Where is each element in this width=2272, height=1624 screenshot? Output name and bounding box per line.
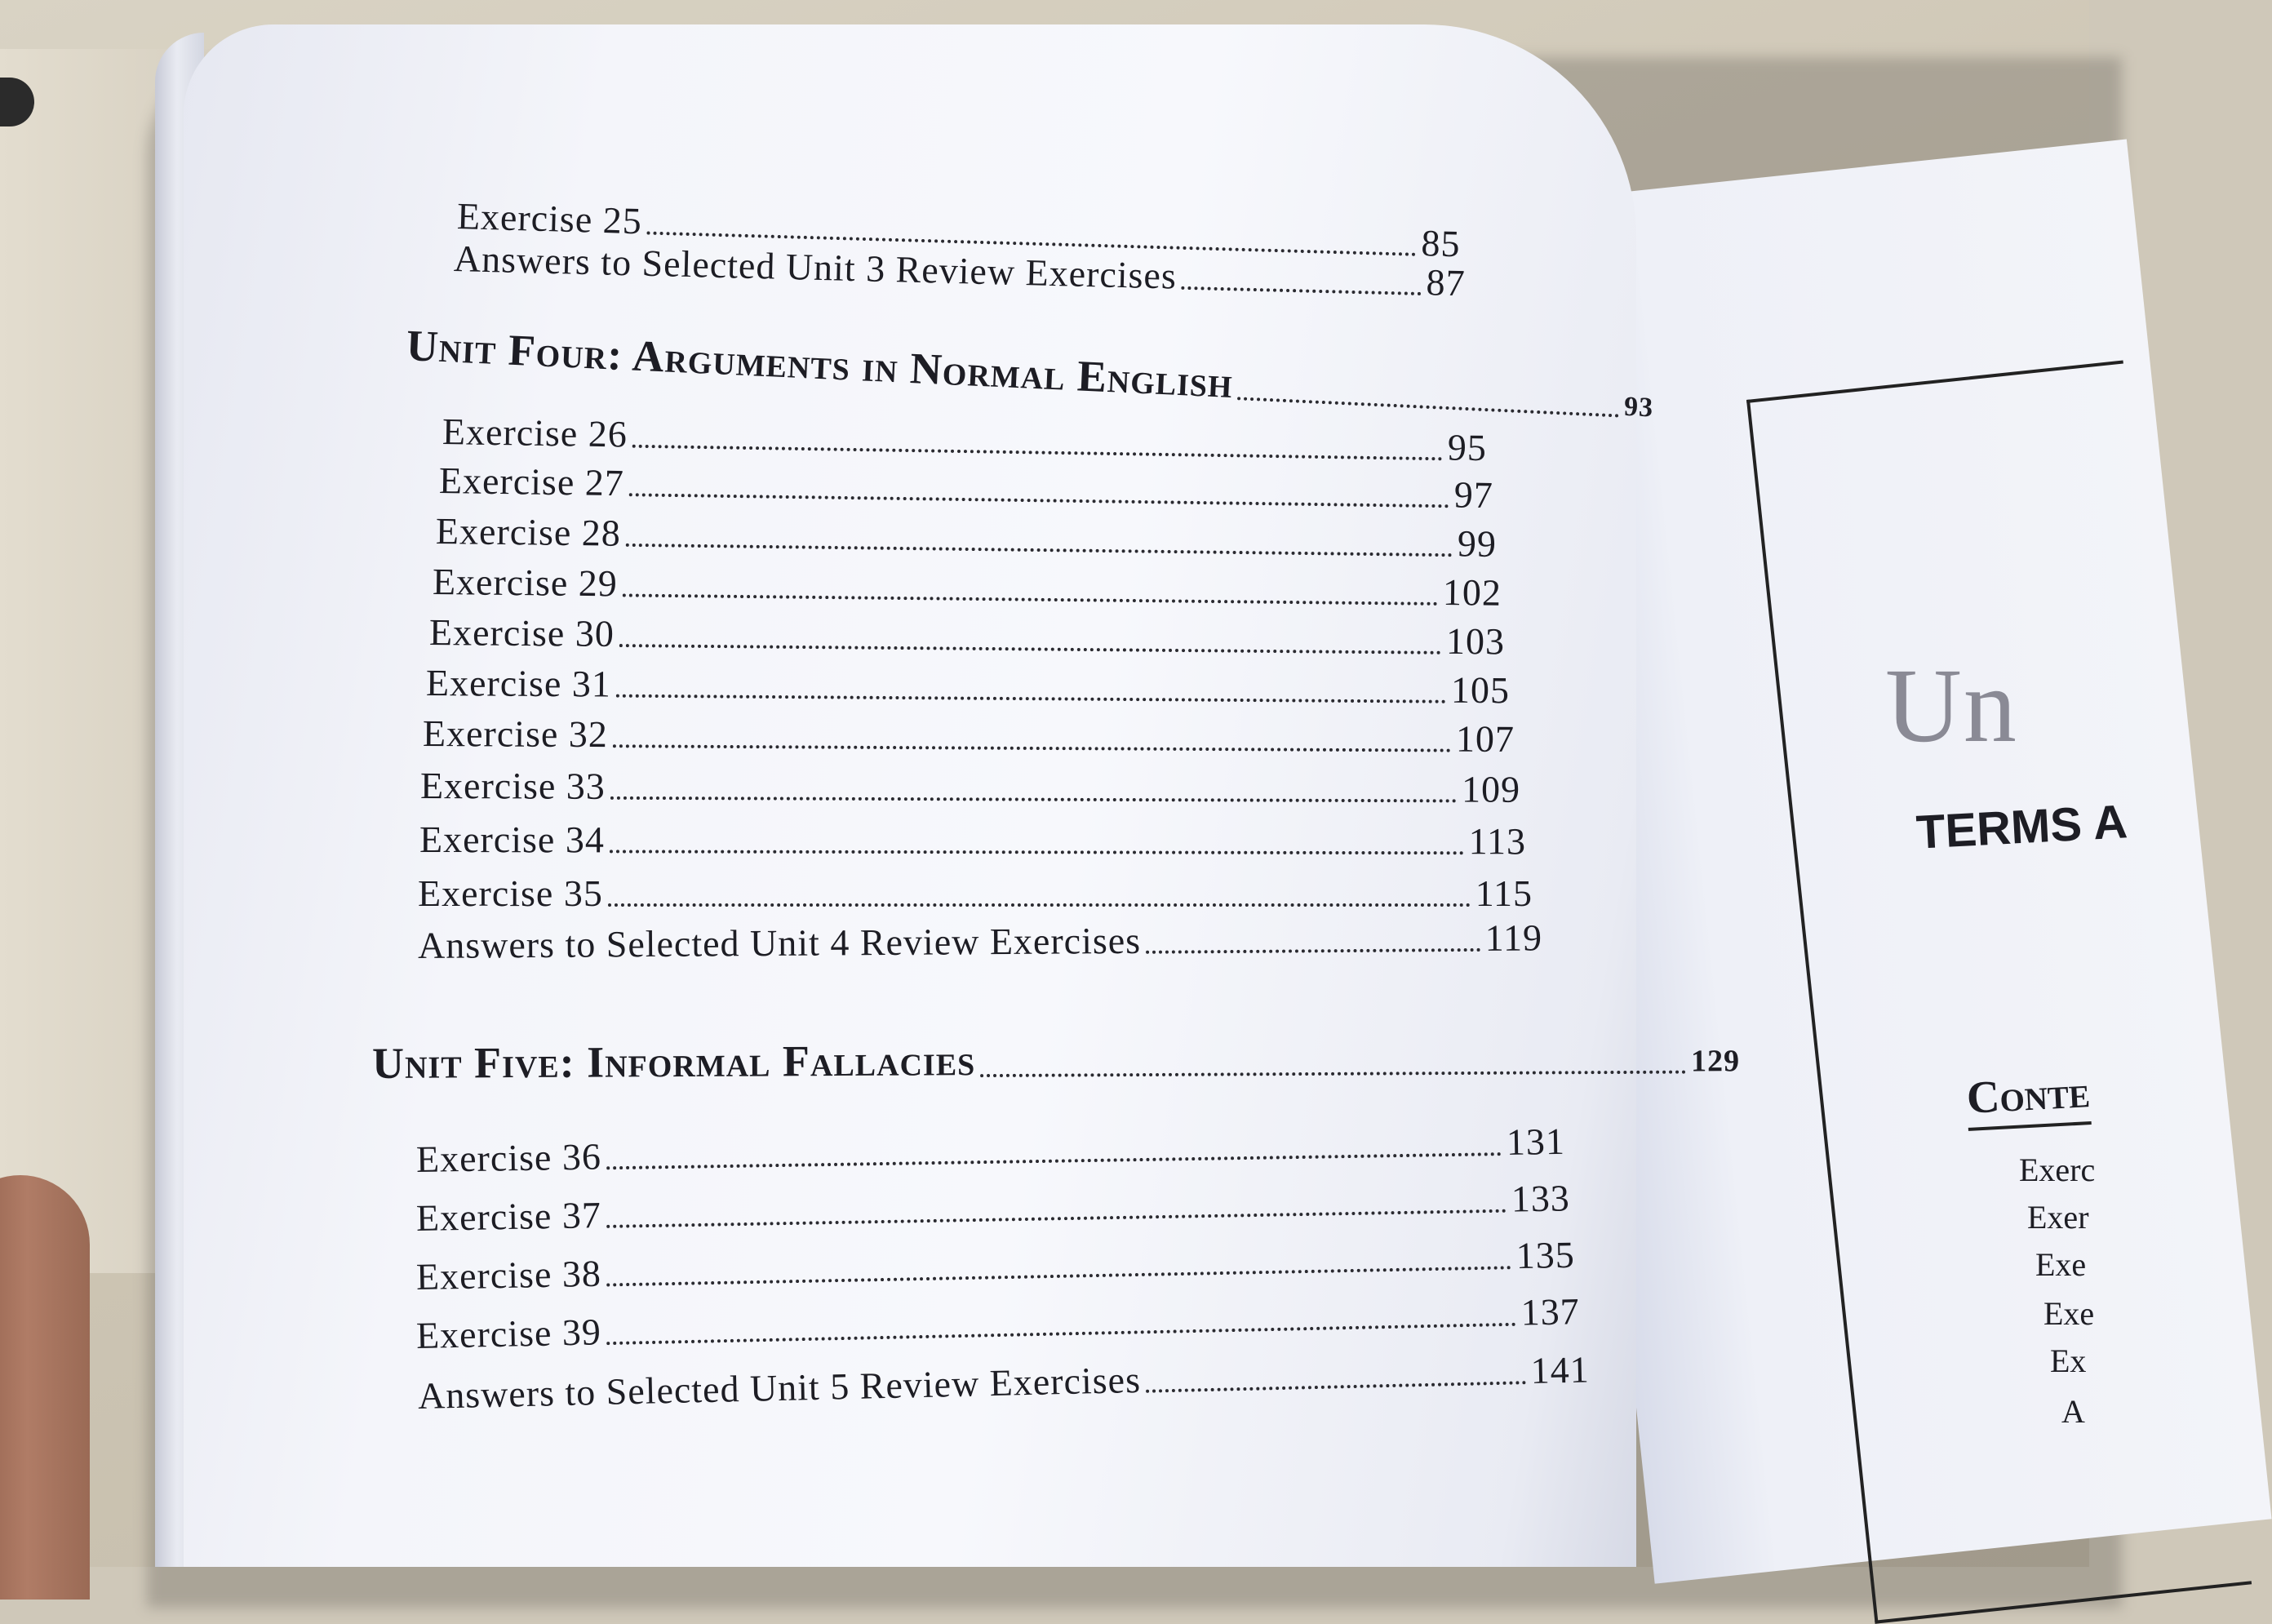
toc-entry-label: Exercise 29 — [432, 561, 619, 605]
toc-entry-page: 137 — [1520, 1290, 1581, 1333]
toc-entry-page: 115 — [1475, 872, 1533, 914]
dot-leader — [632, 441, 1443, 461]
hand-finger — [0, 1175, 90, 1600]
toc-entry — [420, 764, 1520, 811]
right-page-fragment: Exer — [2027, 1199, 2089, 1236]
dot-leader — [626, 540, 1453, 557]
toc-entry-label: Exercise 39 — [415, 1311, 602, 1356]
toc-entry-label: Exercise 31 — [425, 662, 612, 705]
dot-leader — [613, 741, 1451, 752]
dot-leader — [610, 793, 1457, 803]
toc-entry — [418, 916, 1542, 967]
toc-entry-label: Exercise 27 — [438, 459, 625, 504]
toc-entry-page: 105 — [1450, 668, 1511, 712]
toc-entry-label: Exercise 38 — [415, 1252, 602, 1298]
toc-entry-label: Exercise 30 — [428, 611, 615, 654]
dot-leader — [1146, 1378, 1526, 1393]
toc-entry-page: 99 — [1457, 522, 1498, 565]
toc-entry-page: 107 — [1455, 717, 1515, 761]
dot-leader — [610, 846, 1464, 854]
toc-entry-label: Exercise 34 — [419, 819, 605, 861]
right-page-terms-heading: TERMS A — [1915, 795, 2129, 859]
right-page-fragment: Exe — [2043, 1295, 2095, 1332]
right-page-fragment: Exe — [2035, 1246, 2087, 1283]
toc-entry-page: 133 — [1511, 1177, 1571, 1220]
dot-leader — [1146, 945, 1480, 954]
unit-heading-page: 93 — [1623, 391, 1654, 424]
toc-entry-label: Exercise 26 — [442, 410, 628, 455]
toc-entry-page: 141 — [1530, 1348, 1591, 1392]
toc-entry-label: Answers to Selected Unit 5 Review Exercises — [417, 1358, 1142, 1417]
toc-entry-label: Exercise 33 — [419, 765, 606, 807]
toc-entry-page: 135 — [1515, 1233, 1576, 1277]
toc-entry-label: Exercise 28 — [435, 510, 622, 554]
unit-heading-page: 129 — [1690, 1044, 1741, 1079]
right-page-fragment: Ex — [2050, 1342, 2087, 1379]
toc-entry-label: Exercise 25 — [456, 195, 643, 242]
toc-entry-page: 119 — [1484, 916, 1543, 959]
toc-entry — [419, 818, 1526, 863]
right-page-unit-heading: Un — [1885, 647, 2018, 765]
right-page-fragment: A — [2061, 1393, 2085, 1430]
toc-entry — [418, 872, 1533, 915]
toc-entry — [423, 712, 1515, 761]
toc-entry-label: Exercise 36 — [415, 1135, 602, 1180]
toc-entry-page: 102 — [1442, 570, 1502, 614]
toc-entry-label: Answers to Selected Unit 4 Review Exercises — [417, 919, 1142, 966]
dot-leader — [629, 490, 1449, 508]
dot-leader — [980, 1067, 1686, 1078]
unit-heading-title: Unit Four: Arguments in Normal English — [405, 321, 1235, 407]
toc-entry-label: Exercise 35 — [418, 872, 603, 914]
toc-entry-page: 97 — [1453, 473, 1494, 517]
toc-entry-label: Answers to Selected Unit 3 Review Exercises — [453, 237, 1178, 297]
dot-leader — [623, 590, 1438, 605]
dot-leader — [608, 900, 1471, 907]
toc-entry — [426, 661, 1510, 712]
toc-entry-page: 131 — [1506, 1120, 1566, 1164]
right-page-contents-heading: Conte — [1965, 1066, 2092, 1131]
unit-heading — [372, 1031, 1740, 1089]
right-page-fragment: Exerc — [2019, 1151, 2096, 1188]
dot-leader — [619, 641, 1441, 654]
unit-heading-title: Unit Five: Informal Fallacies — [371, 1036, 976, 1088]
toc-entry-label: Exercise 37 — [415, 1194, 602, 1239]
toc-entry-page: 109 — [1461, 768, 1521, 810]
toc-entry-label: Exercise 32 — [422, 712, 608, 756]
toc-entry-page: 87 — [1426, 261, 1467, 304]
toc-entry-page: 103 — [1445, 619, 1506, 663]
toc-entry-page: 85 — [1420, 222, 1462, 265]
toc-entry-page: 113 — [1468, 820, 1527, 863]
toc-entry-page: 95 — [1447, 426, 1488, 469]
dot-leader — [616, 691, 1446, 703]
dot-leader — [1181, 283, 1421, 295]
